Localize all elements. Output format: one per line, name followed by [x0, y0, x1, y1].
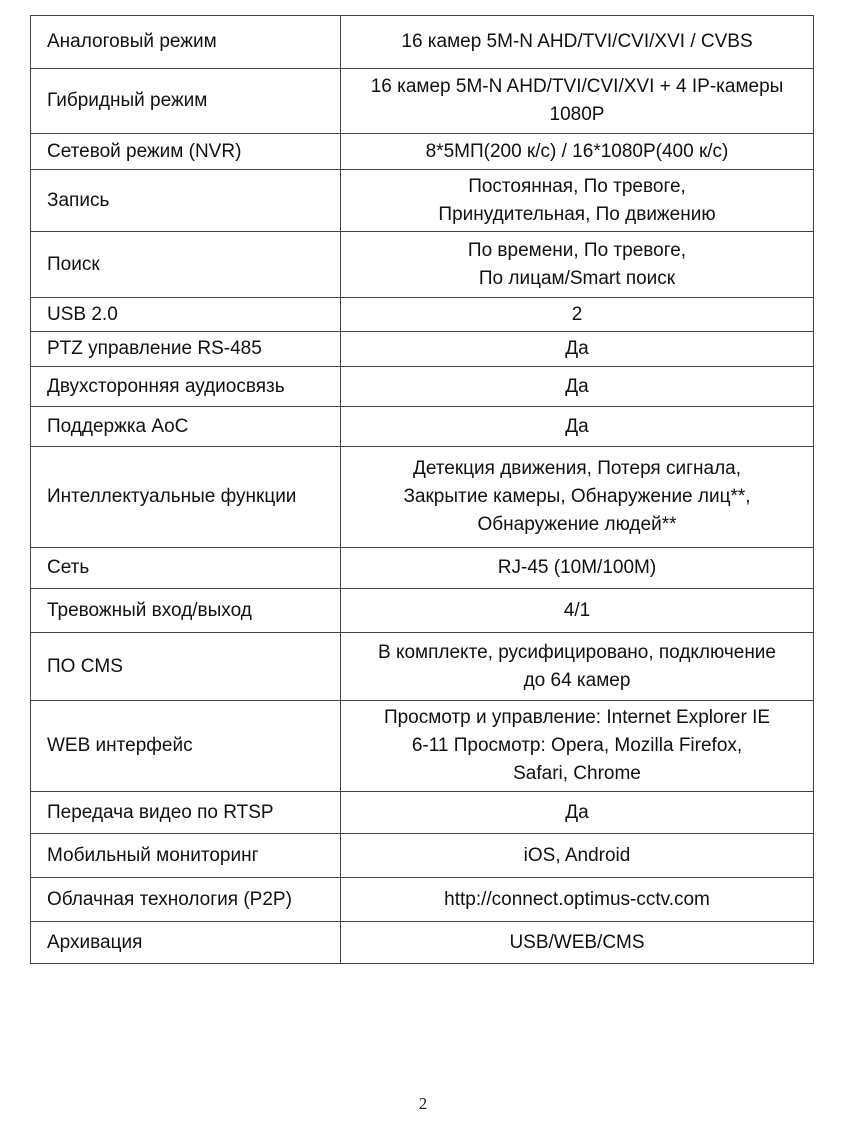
table-row [31, 134, 814, 170]
spec-value: 4/1 [341, 589, 814, 633]
spec-value: 16 камер 5M-N AHD/TVI/CVI/XVI / CVBS [341, 16, 814, 69]
spec-label: Двухсторонняя аудиосвязь [31, 367, 341, 407]
spec-label: Поиск [31, 232, 341, 298]
table-row [31, 407, 814, 447]
table-row [31, 170, 814, 232]
table-row [31, 332, 814, 367]
spec-label: Архивация [31, 922, 341, 964]
spec-value: Да [341, 792, 814, 834]
table-row [31, 232, 814, 298]
spec-value: Постоянная, По тревоге, Принудительная, По движению [341, 170, 814, 232]
table-row [31, 922, 814, 964]
spec-value: http://connect.optimus-cctv.com [341, 878, 814, 922]
page-number: 2 [418, 1094, 428, 1113]
spec-label: WEB интерфейс [31, 701, 341, 792]
spec-label: PTZ управление RS-485 [31, 332, 341, 367]
table-row [31, 701, 814, 792]
spec-label: Облачная технология (P2P) [31, 878, 341, 922]
spec-label: Поддержка AoC [31, 407, 341, 447]
spec-value: iOS, Android [341, 834, 814, 878]
spec-value: Да [341, 367, 814, 407]
spec-label: Гибридный режим [31, 69, 341, 134]
spec-table [30, 15, 814, 964]
spec-value: USB/WEB/CMS [341, 922, 814, 964]
spec-value: 16 камер 5M-N AHD/TVI/CVI/XVI + 4 IP-камеры 1080P [341, 69, 814, 134]
spec-label: Запись [31, 170, 341, 232]
table-row [31, 367, 814, 407]
spec-value: Да [341, 332, 814, 367]
spec-value: В комплекте, русифицировано, подключение до 64 камер [341, 633, 814, 701]
table-row [31, 834, 814, 878]
table-row [31, 447, 814, 548]
spec-label: Тревожный вход/выход [31, 589, 341, 633]
spec-value: 8*5МП(200 к/с) / 16*1080P(400 к/с) [341, 134, 814, 170]
spec-label: USB 2.0 [31, 298, 341, 332]
spec-label: Сеть [31, 548, 341, 589]
spec-label: Передача видео по RTSP [31, 792, 341, 834]
spec-value: 2 [341, 298, 814, 332]
spec-value: Детекция движения, Потеря сигнала, Закрытие камеры, Обнаружение лиц**, Обнаружение людей** [341, 447, 814, 548]
table-row [31, 548, 814, 589]
table-row [31, 633, 814, 701]
spec-value: По времени, По тревоге, По лицам/Smart поиск [341, 232, 814, 298]
spec-label: ПО CMS [31, 633, 341, 701]
spec-label: Аналоговый режим [31, 16, 341, 69]
spec-value: Просмотр и управление: Internet Explorer IE 6-11 Просмотр: Opera, Mozilla Firefox, Safari, Chrome [341, 701, 814, 792]
spec-label: Сетевой режим (NVR) [31, 134, 341, 170]
table-row [31, 16, 814, 69]
spec-value: RJ-45 (10M/100M) [341, 548, 814, 589]
spec-value: Да [341, 407, 814, 447]
table-row [31, 298, 814, 332]
table-row [31, 69, 814, 134]
spec-label: Интеллектуальные функции [31, 447, 341, 548]
table-row [31, 792, 814, 834]
table-row [31, 589, 814, 633]
spec-label: Мобильный мониторинг [31, 834, 341, 878]
table-row [31, 878, 814, 922]
